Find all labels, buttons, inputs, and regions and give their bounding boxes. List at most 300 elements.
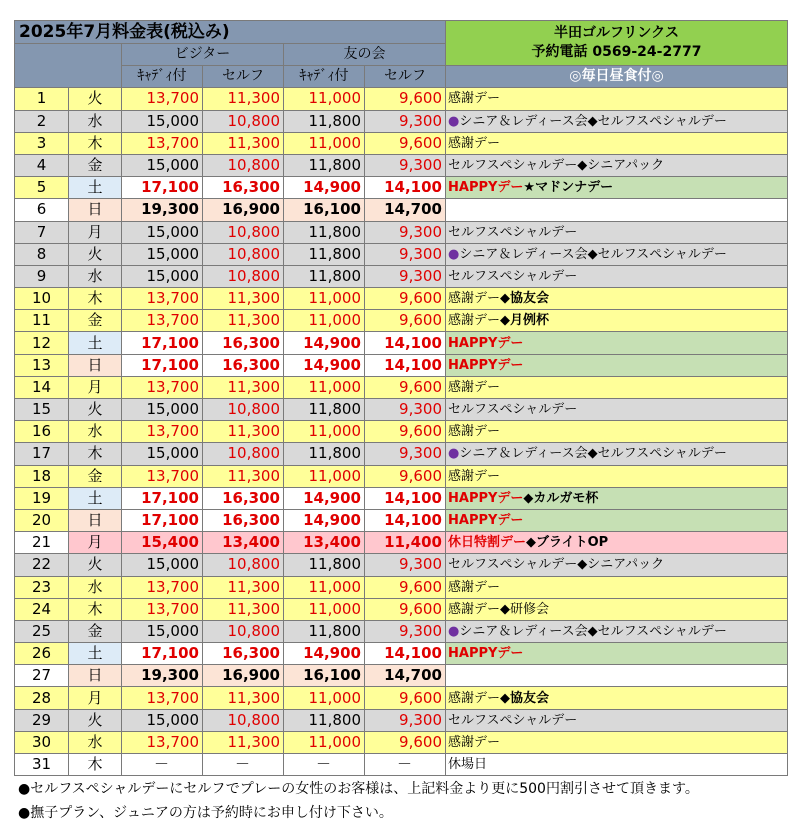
weekday-cell: 土 [69,332,122,354]
visitor-self-price: 10,800 [203,554,284,576]
day-cell: 9 [15,265,69,287]
table-row [15,487,788,509]
day-cell: 12 [15,332,69,354]
member-caddie-price: 11,000 [284,687,365,709]
event-note-extra: ◆カルガモ杯 [523,490,599,506]
member-caddie-price: 11,800 [284,620,365,642]
price-table-container [14,20,788,776]
member-self-price: 9,300 [365,709,446,731]
member-self-price: 14,100 [365,354,446,376]
visitor-caddie-price: 17,100 [122,332,203,354]
visitor-caddie-price: 13,700 [122,132,203,154]
event-note-text: セルフスペシャルデー◆シニアパック [448,158,665,174]
weekday-cell: 月 [69,687,122,709]
weekday-cell: 水 [69,110,122,132]
visitor-self-price: 11,300 [203,310,284,332]
table-row [15,310,788,332]
visitor-self-price: 16,300 [203,177,284,199]
table-row [15,532,788,554]
event-note [446,310,788,332]
visitor-caddie-price: 13,700 [122,465,203,487]
member-self-price: 14,100 [365,487,446,509]
member-self-price: 14,700 [365,665,446,687]
visitor-self-price: 10,800 [203,443,284,465]
visitor-caddie-price: 15,000 [122,620,203,642]
table-row [15,265,788,287]
weekday-cell: 金 [69,620,122,642]
visitor-caddie-price: 13,700 [122,88,203,110]
table-row [15,687,788,709]
member-caddie-price: 11,000 [284,731,365,753]
event-note-text: HAPPYデー [448,490,524,506]
member-caddie-price: 13,400 [284,532,365,554]
event-note [446,465,788,487]
event-note-text: 感謝デー [448,579,501,595]
member-caddie-price: 11,000 [284,598,365,620]
event-note-text: シニア＆レディース会◆セルフスペシャルデー [459,246,727,262]
visitor-self-price: 11,300 [203,598,284,620]
event-note-extra: ★マドンナデー [523,180,614,196]
member-caddie-header: ｷｬﾃﾞｨ付 [284,66,365,88]
event-note [446,265,788,287]
event-note [446,88,788,110]
event-note [446,332,788,354]
event-note-text: 感謝デー [448,424,501,440]
member-caddie-price: 11,800 [284,443,365,465]
day-cell: 28 [15,687,69,709]
weekday-cell: 火 [69,88,122,110]
event-note [446,221,788,243]
lunch-note: ◎毎日昼食付◎ [446,66,788,88]
weekday-cell: 木 [69,754,122,776]
weekday-cell: 土 [69,643,122,665]
day-cell: 6 [15,199,69,221]
member-self-header: セルフ [365,66,446,88]
event-note [446,288,788,310]
table-row [15,132,788,154]
table-title: 2025年7月料金表(税込み) [15,21,446,44]
event-note [446,132,788,154]
event-note [446,687,788,709]
event-note-text: 感謝デー [448,468,501,484]
member-caddie-price: 11,000 [284,310,365,332]
weekday-cell: 月 [69,532,122,554]
weekday-cell: 火 [69,709,122,731]
member-caddie-price: 14,900 [284,643,365,665]
event-note [446,154,788,176]
member-self-price: 14,100 [365,177,446,199]
bullet-icon: ● [448,446,460,462]
day-cell: 31 [15,754,69,776]
table-row [15,443,788,465]
weekday-cell: 木 [69,288,122,310]
weekday-cell: 木 [69,598,122,620]
event-note [446,643,788,665]
day-cell: 24 [15,598,69,620]
member-caddie-price: － [284,754,365,776]
visitor-self-price: 11,300 [203,731,284,753]
visitor-self-price: 16,300 [203,487,284,509]
member-self-price: 9,600 [365,376,446,398]
bullet-icon: ● [448,623,460,639]
table-row [15,88,788,110]
event-note-text: 感謝デー [448,291,501,307]
visitor-self-price: 10,800 [203,399,284,421]
table-row [15,354,788,376]
table-row [15,665,788,687]
table-row [15,399,788,421]
weekday-cell: 月 [69,221,122,243]
member-caddie-price: 11,800 [284,709,365,731]
table-row [15,598,788,620]
table-row [15,199,788,221]
table-row [15,177,788,199]
visitor-self-price: 16,300 [203,643,284,665]
weekday-cell: 水 [69,576,122,598]
member-caddie-price: 14,900 [284,354,365,376]
visitor-caddie-price: 15,000 [122,221,203,243]
day-cell: 29 [15,709,69,731]
day-cell: 30 [15,731,69,753]
member-caddie-price: 11,000 [284,465,365,487]
visitor-caddie-price: 15,000 [122,399,203,421]
visitor-caddie-price: 17,100 [122,177,203,199]
event-note [446,731,788,753]
member-self-price: 9,300 [365,110,446,132]
club-name: 半田ゴルフリンクス [553,25,680,42]
member-self-price: 9,600 [365,132,446,154]
event-note [446,554,788,576]
weekday-cell: 日 [69,665,122,687]
event-note-text: セルフスペシャルデー [448,268,578,284]
member-self-price: 9,300 [365,399,446,421]
event-note [446,709,788,731]
event-note-text: セルフスペシャルデー [448,712,578,728]
event-note-text: 感謝デー [448,690,501,706]
member-self-price: 9,600 [365,687,446,709]
day-cell: 16 [15,421,69,443]
visitor-caddie-price: 19,300 [122,199,203,221]
bullet-icon: ● [448,113,460,129]
day-cell: 4 [15,154,69,176]
event-note [446,177,788,199]
table-row [15,576,788,598]
visitor-self-price: 16,300 [203,509,284,531]
weekday-cell: 水 [69,731,122,753]
table-row [15,332,788,354]
event-note [446,487,788,509]
event-note-text: セルフスペシャルデー◆シニアパック [448,557,665,573]
visitor-self-price: 11,300 [203,421,284,443]
visitor-self-price: 11,300 [203,132,284,154]
event-note [446,243,788,265]
event-note-text: HAPPYデー [448,513,524,529]
weekday-cell: 火 [69,554,122,576]
table-row [15,221,788,243]
price-table [14,20,788,776]
member-self-price: 9,600 [365,421,446,443]
event-note-text: 休場日 [448,757,488,773]
visitor-self-price: 11,300 [203,88,284,110]
day-cell: 14 [15,376,69,398]
member-caddie-price: 11,000 [284,421,365,443]
visitor-caddie-price: 15,000 [122,554,203,576]
member-self-price: 9,300 [365,154,446,176]
member-group-header: 友の会 [284,44,446,66]
member-caddie-price: 14,900 [284,177,365,199]
visitor-caddie-price: 15,000 [122,154,203,176]
member-caddie-price: 11,000 [284,288,365,310]
table-row [15,288,788,310]
event-note [446,620,788,642]
event-note-extra: ◆ブライトOP [526,535,609,551]
table-row [15,509,788,531]
day-cell: 2 [15,110,69,132]
day-cell: 21 [15,532,69,554]
member-caddie-price: 11,000 [284,88,365,110]
member-caddie-price: 14,900 [284,509,365,531]
event-note-text: 感謝デー [448,379,501,395]
weekday-cell: 金 [69,154,122,176]
member-self-price: 9,300 [365,221,446,243]
member-caddie-price: 11,800 [284,154,365,176]
event-note [446,199,788,221]
day-cell: 22 [15,554,69,576]
member-self-price: 9,300 [365,554,446,576]
visitor-caddie-price: 15,400 [122,532,203,554]
header-blank [15,44,122,88]
visitor-caddie-price: 17,100 [122,509,203,531]
member-self-price: 9,300 [365,443,446,465]
event-note-text: 感謝デー [448,313,501,329]
footer-note-self-special: ●セルフスペシャルデーにセルフでプレーの女性のお客様は、上記料金より更に500円割引させて頂きます。 [18,781,699,797]
event-note [446,443,788,465]
day-cell: 5 [15,177,69,199]
visitor-caddie-price: 19,300 [122,665,203,687]
member-caddie-price: 11,800 [284,399,365,421]
visitor-self-price: 10,800 [203,243,284,265]
bullet-icon: ● [448,246,460,262]
member-caddie-price: 16,100 [284,199,365,221]
weekday-cell: 土 [69,487,122,509]
weekday-cell: 土 [69,177,122,199]
visitor-caddie-price: 17,100 [122,354,203,376]
table-row [15,376,788,398]
member-self-price: 9,600 [365,88,446,110]
member-self-price: 9,300 [365,243,446,265]
event-note-text: HAPPYデー [448,180,524,196]
visitor-self-price: 10,800 [203,110,284,132]
weekday-cell: 日 [69,354,122,376]
event-note [446,376,788,398]
visitor-self-price: 16,300 [203,354,284,376]
event-note-extra: ◆協友会 [500,291,550,307]
member-self-price: 9,600 [365,288,446,310]
visitor-caddie-price: － [122,754,203,776]
event-note-extra: ◆月例杯 [500,313,550,329]
visitor-caddie-price: 15,000 [122,265,203,287]
weekday-cell: 火 [69,399,122,421]
visitor-self-price: 16,900 [203,199,284,221]
visitor-self-price: 10,800 [203,620,284,642]
event-note-text: セルフスペシャルデー [448,402,578,418]
visitor-caddie-price: 13,700 [122,598,203,620]
day-cell: 1 [15,88,69,110]
member-self-price: 14,100 [365,332,446,354]
member-self-price: 14,700 [365,199,446,221]
table-row [15,465,788,487]
member-caddie-price: 11,000 [284,576,365,598]
visitor-caddie-price: 15,000 [122,243,203,265]
day-cell: 25 [15,620,69,642]
member-caddie-price: 11,800 [284,554,365,576]
day-cell: 23 [15,576,69,598]
table-row [15,754,788,776]
table-row [15,731,788,753]
weekday-cell: 日 [69,509,122,531]
event-note [446,598,788,620]
day-cell: 11 [15,310,69,332]
visitor-self-price: 16,900 [203,665,284,687]
visitor-self-price: 10,800 [203,709,284,731]
day-cell: 13 [15,354,69,376]
member-caddie-price: 11,000 [284,376,365,398]
footer-note-nadeshiko: ●撫子プラン、ジュニアの方は予約時にお申し付け下さい。 [18,805,393,821]
event-note [446,399,788,421]
member-self-price: 11,400 [365,532,446,554]
table-row [15,110,788,132]
visitor-caddie-price: 15,000 [122,443,203,465]
club-phone: 予約電話 0569-24-2777 [531,44,702,61]
table-row [15,643,788,665]
visitor-self-price: 10,800 [203,265,284,287]
event-note-text: セルフスペシャルデー [448,224,578,240]
visitor-caddie-price: 15,000 [122,709,203,731]
day-cell: 3 [15,132,69,154]
visitor-caddie-price: 17,100 [122,643,203,665]
visitor-self-price: 16,300 [203,332,284,354]
member-self-price: 9,600 [365,310,446,332]
visitor-self-price: 10,800 [203,221,284,243]
visitor-caddie-price: 13,700 [122,576,203,598]
member-caddie-price: 16,100 [284,665,365,687]
event-note [446,509,788,531]
member-self-price: 14,100 [365,643,446,665]
weekday-cell: 金 [69,465,122,487]
visitor-caddie-price: 13,700 [122,376,203,398]
day-cell: 27 [15,665,69,687]
weekday-cell: 水 [69,265,122,287]
weekday-cell: 日 [69,199,122,221]
visitor-caddie-price: 13,700 [122,421,203,443]
visitor-self-price: 10,800 [203,154,284,176]
member-self-price: 9,600 [365,465,446,487]
day-cell: 17 [15,443,69,465]
visitor-caddie-header: ｷｬﾃﾞｨ付 [122,66,203,88]
event-note-text: 感謝デー [448,135,501,151]
visitor-group-header: ビジター [122,44,284,66]
visitor-caddie-price: 13,700 [122,687,203,709]
day-cell: 20 [15,509,69,531]
event-note-text: シニア＆レディース会◆セルフスペシャルデー [459,446,727,462]
member-caddie-price: 11,800 [284,110,365,132]
member-caddie-price: 11,800 [284,243,365,265]
event-note-text: 感謝デー [448,734,501,750]
visitor-self-price: 11,300 [203,465,284,487]
event-note-text: 感謝デー◆研修会 [448,601,549,617]
event-note-extra: ◆協友会 [500,690,550,706]
weekday-cell: 火 [69,243,122,265]
visitor-caddie-price: 15,000 [122,110,203,132]
event-note-text: 感謝デー [448,91,501,107]
day-cell: 15 [15,399,69,421]
table-row [15,243,788,265]
member-caddie-price: 11,000 [284,132,365,154]
day-cell: 7 [15,221,69,243]
weekday-cell: 水 [69,421,122,443]
member-self-price: 9,300 [365,620,446,642]
event-note-text: HAPPYデー [448,357,524,373]
event-note [446,532,788,554]
day-cell: 18 [15,465,69,487]
member-caddie-price: 14,900 [284,332,365,354]
event-note-text: シニア＆レディース会◆セルフスペシャルデー [459,623,727,639]
table-row [15,154,788,176]
event-note-text: HAPPYデー [448,335,524,351]
event-note [446,110,788,132]
visitor-self-price: 13,400 [203,532,284,554]
member-caddie-price: 14,900 [284,487,365,509]
event-note-text: 休日特割デー [448,535,527,551]
event-note [446,665,788,687]
member-self-price: 9,600 [365,576,446,598]
visitor-self-header: セルフ [203,66,284,88]
table-row [15,620,788,642]
weekday-cell: 月 [69,376,122,398]
day-cell: 19 [15,487,69,509]
weekday-cell: 木 [69,132,122,154]
day-cell: 10 [15,288,69,310]
visitor-self-price: － [203,754,284,776]
table-row [15,709,788,731]
event-note-text: シニア＆レディース会◆セルフスペシャルデー [459,113,727,129]
visitor-caddie-price: 13,700 [122,310,203,332]
event-note-text: HAPPYデー [448,646,524,662]
event-note [446,754,788,776]
event-note [446,576,788,598]
club-info [446,21,788,66]
member-self-price: 9,300 [365,265,446,287]
table-row [15,554,788,576]
visitor-self-price: 11,300 [203,288,284,310]
member-caddie-price: 11,800 [284,265,365,287]
event-note [446,421,788,443]
member-self-price: 9,600 [365,598,446,620]
visitor-self-price: 11,300 [203,576,284,598]
member-caddie-price: 11,800 [284,221,365,243]
member-self-price: 9,600 [365,731,446,753]
member-self-price: － [365,754,446,776]
weekday-cell: 木 [69,443,122,465]
weekday-cell: 金 [69,310,122,332]
visitor-caddie-price: 17,100 [122,487,203,509]
day-cell: 8 [15,243,69,265]
visitor-caddie-price: 13,700 [122,288,203,310]
member-self-price: 14,100 [365,509,446,531]
table-row [15,421,788,443]
footer-notes [18,777,699,825]
visitor-self-price: 11,300 [203,687,284,709]
